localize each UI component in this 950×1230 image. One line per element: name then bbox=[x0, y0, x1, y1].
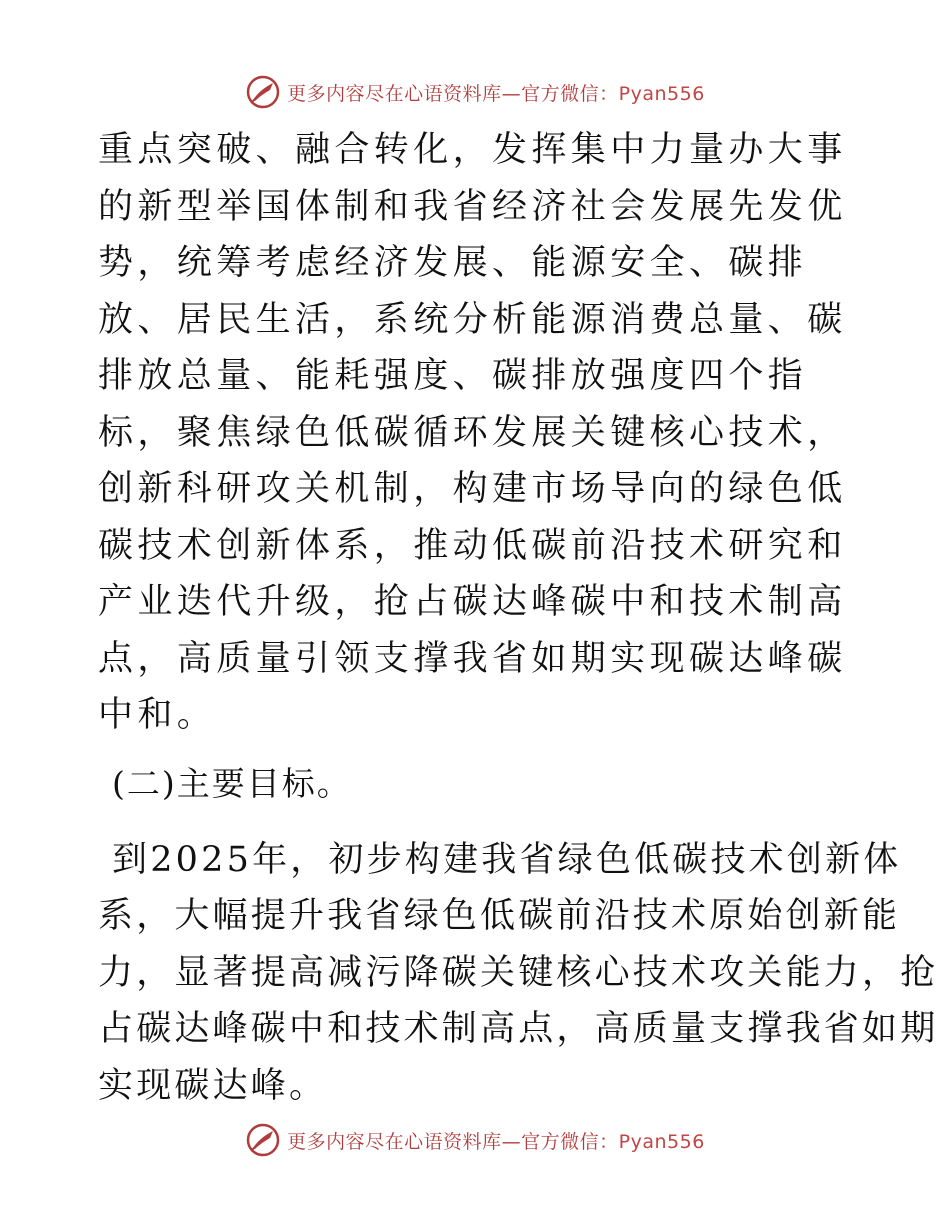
text-line: 到2025年，初步构建我省绿色低碳技术创新体 bbox=[112, 839, 902, 880]
paragraph-guiding-principle: 重点突破、融合转化，发挥集中力量办大事的新型举国体制和我省经济社会发展先发优势，统筹考虑经济发展、能源安全、碳排放、居民生活，系统分析能源消费总量、碳排放总量、能耗强度、碳排放强度四个指标，聚焦绿色低碳循环发展关键核心技术，创新科研攻关机制，构建市场导向的绿色低碳技术创新体系，推动低碳前沿技术研究和产业迭代升级，抢占碳达峰碳中和技术制高点，高质量引领支撑我省如期实现碳达峰碳中和。 bbox=[98, 130, 847, 735]
pen-logo-icon bbox=[245, 74, 281, 110]
footer-watermark bbox=[0, 1120, 950, 1160]
pen-logo-icon bbox=[245, 1122, 281, 1158]
watermark-text: 更多内容尽在心语资料库—官方微信：Pyan556 bbox=[287, 82, 705, 105]
text-line: 占碳达峰碳中和技术制高点，高质量支撑我省如期 bbox=[98, 1009, 939, 1049]
text-line: 实现碳达峰。 bbox=[98, 1065, 328, 1106]
text-line: 力，显著提高减污降碳关键核心技术攻关能力，抢 bbox=[98, 952, 939, 993]
document-body bbox=[98, 122, 939, 1114]
text-line: 系，大幅提升我省绿色低碳前沿技术原始创新能 bbox=[98, 896, 901, 936]
header-watermark bbox=[0, 72, 950, 112]
watermark-text: 更多内容尽在心语资料库—官方微信：Pyan556 bbox=[287, 1130, 705, 1153]
section-heading-main-goals: (二)主要目标。 bbox=[112, 763, 352, 803]
paragraph-main-goals bbox=[98, 832, 939, 1115]
